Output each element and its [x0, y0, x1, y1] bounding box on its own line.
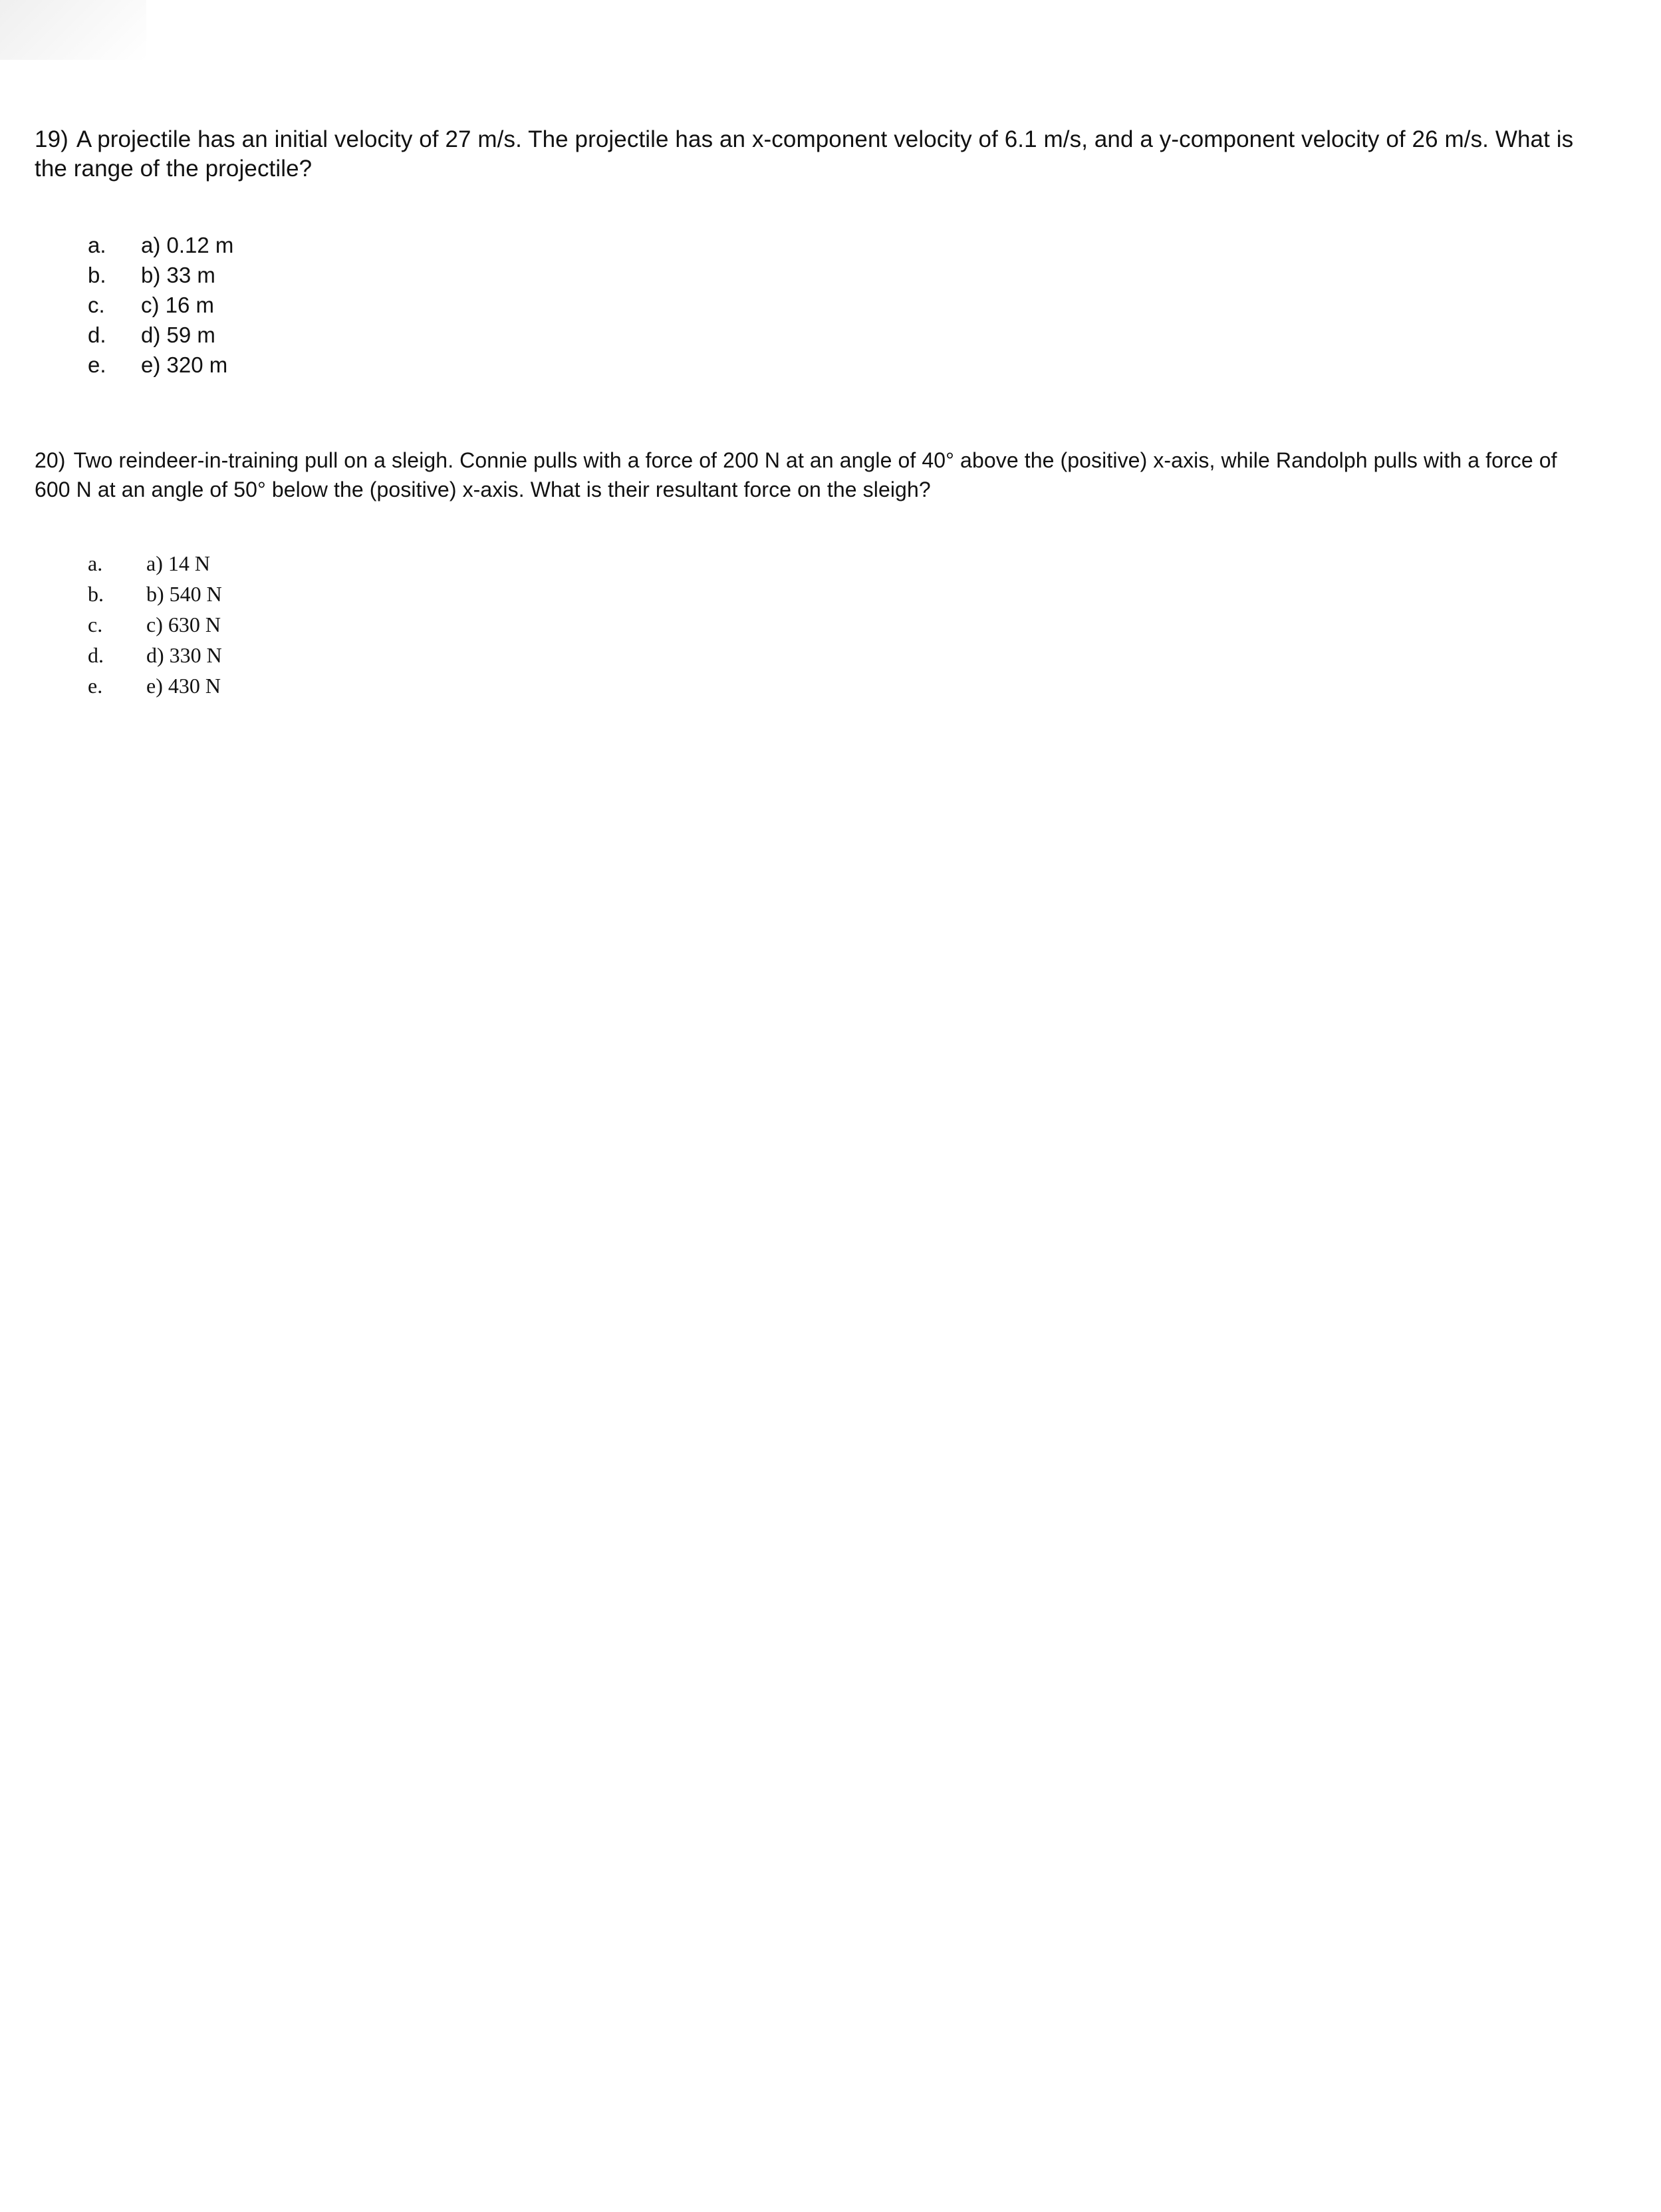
question-number: 19)	[35, 126, 68, 152]
choice-text: c) 630 N	[146, 613, 221, 636]
choice-text: b) 540 N	[146, 582, 222, 606]
choice-letter: c.	[88, 613, 103, 636]
choice-letter: c.	[88, 293, 105, 317]
choice-text: e) 320 m	[141, 352, 228, 377]
choice-letter: e.	[88, 352, 106, 377]
choice-letter: b.	[88, 263, 106, 287]
choice-letter: d.	[88, 323, 106, 347]
choice-text: a) 14 N	[146, 551, 210, 575]
choice-text: d) 59 m	[141, 323, 215, 347]
question-text: A projectile has an initial velocity of 27 m/s. The projectile has an x-component velocity of 6.1 m/s, and a y-component velocity of 26 m/s. What is the range of the projectile?	[35, 126, 1574, 182]
choice-letter: b.	[88, 582, 104, 606]
answer-choice-a	[35, 548, 1584, 579]
choice-text: a) 0.12 m	[141, 233, 234, 257]
choice-letter: d.	[88, 643, 104, 667]
answer-choices	[35, 230, 1584, 380]
choice-letter: a.	[88, 551, 103, 575]
answer-choice-d	[35, 640, 1584, 670]
choice-text: d) 330 N	[146, 643, 222, 667]
answer-choice-c	[35, 290, 1584, 320]
choice-text: b) 33 m	[141, 263, 215, 287]
question-number: 20)	[35, 448, 66, 472]
question-stem	[35, 446, 1584, 504]
choice-letter: a.	[88, 233, 106, 257]
choice-letter: e.	[88, 674, 103, 698]
answer-choice-b	[35, 260, 1584, 290]
question-text: Two reindeer-in-training pull on a sleigh. Connie pulls with a force of 200 N at an angle of 40° above the (positive) x-axis, while Randolph pulls with a force of 600 N at an angle of 50° below the (positive) x-axis. What is their resultant force on the sleigh?	[35, 448, 1557, 501]
answer-choice-c	[35, 609, 1584, 640]
question-20	[35, 446, 1584, 701]
answer-choice-e	[35, 350, 1584, 380]
answer-choices	[35, 548, 1584, 701]
question-stem	[35, 125, 1584, 184]
choice-text: c) 16 m	[141, 293, 215, 317]
scan-artifact	[0, 0, 146, 60]
answer-choice-b	[35, 579, 1584, 609]
answer-choice-d	[35, 320, 1584, 350]
choice-text: e) 430 N	[146, 674, 221, 698]
answer-choice-a	[35, 230, 1584, 260]
question-19	[35, 125, 1584, 380]
answer-choice-e	[35, 670, 1584, 701]
